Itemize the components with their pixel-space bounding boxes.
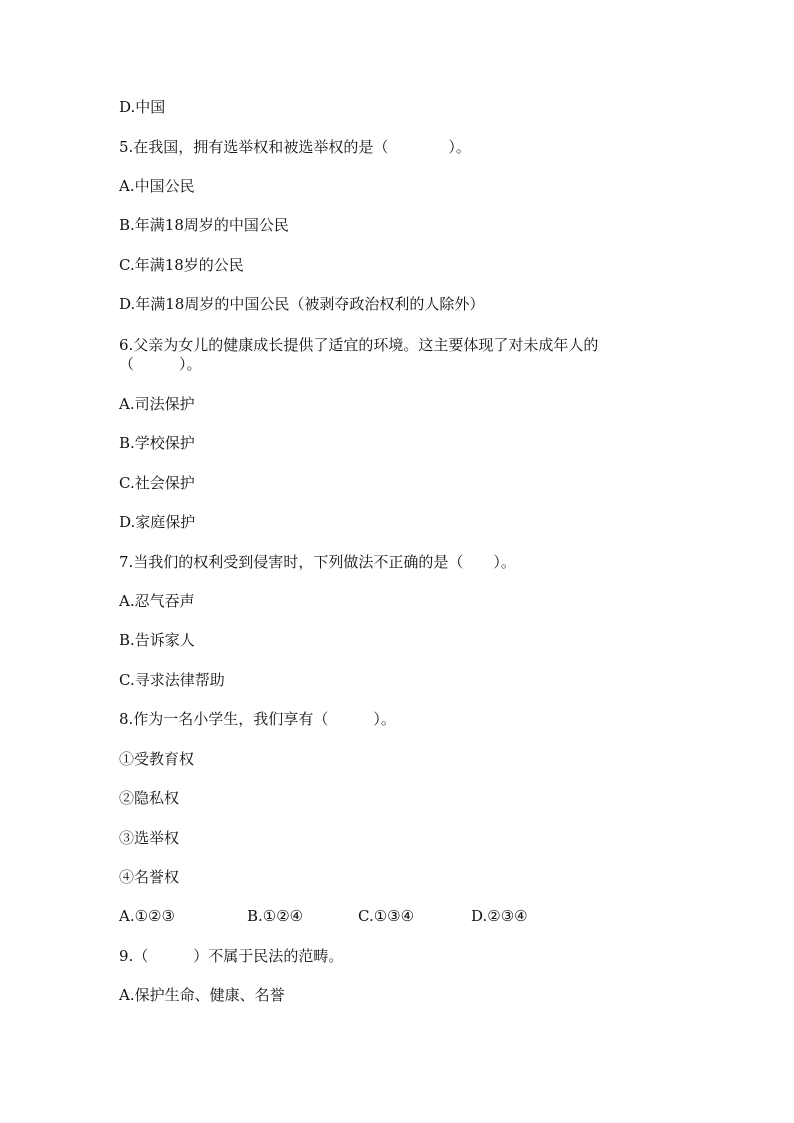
q6-option-b: B.学校保护 bbox=[119, 434, 195, 452]
q9-option-a: A.保护生命、健康、名誉 bbox=[119, 986, 285, 1004]
q8-item-3: ③选举权 bbox=[119, 829, 180, 847]
q6-option-a: A.司法保护 bbox=[119, 395, 195, 413]
q6-option-d: D.家庭保护 bbox=[119, 513, 196, 531]
q8-option-c: C.①③④ bbox=[358, 907, 415, 925]
q7-option-b: B.告诉家人 bbox=[119, 631, 195, 649]
q8-item-4: ④名誉权 bbox=[119, 868, 180, 886]
q5-option-c: C.年满18岁的公民 bbox=[119, 256, 244, 274]
question-6-line-2: （ ）。 bbox=[119, 355, 202, 373]
q8-item-2: ②隐私权 bbox=[119, 789, 180, 807]
option-d-china: D.中国 bbox=[119, 98, 166, 116]
q5-option-d: D.年满18周岁的中国公民（被剥夺政治权利的人除外） bbox=[119, 295, 485, 313]
q7-option-a: A.忍气吞声 bbox=[119, 592, 195, 610]
question-8: 8.作为一名小学生，我们享有（ ）。 bbox=[119, 710, 396, 728]
question-5: 5.在我国，拥有选举权和被选举权的是（ ）。 bbox=[119, 138, 471, 156]
q5-option-b: B.年满18周岁的中国公民 bbox=[119, 216, 289, 234]
q5-option-a: A.中国公民 bbox=[119, 177, 195, 195]
q7-option-c: C.寻求法律帮助 bbox=[119, 671, 225, 689]
question-7: 7.当我们的权利受到侵害时，下列做法不正确的是（ ）。 bbox=[119, 553, 516, 571]
q8-item-1: ①受教育权 bbox=[119, 750, 195, 768]
q8-option-d: D.②③④ bbox=[471, 907, 528, 925]
question-6-line-1: 6.父亲为女儿的健康成长提供了适宜的环境。这主要体现了对未成年人的 bbox=[119, 336, 599, 354]
q8-option-a: A.①②③ bbox=[119, 907, 175, 925]
q8-option-b: B.①②④ bbox=[247, 907, 304, 925]
question-9: 9.（ ）不属于民法的范畴。 bbox=[119, 947, 344, 965]
q6-option-c: C.社会保护 bbox=[119, 474, 195, 492]
